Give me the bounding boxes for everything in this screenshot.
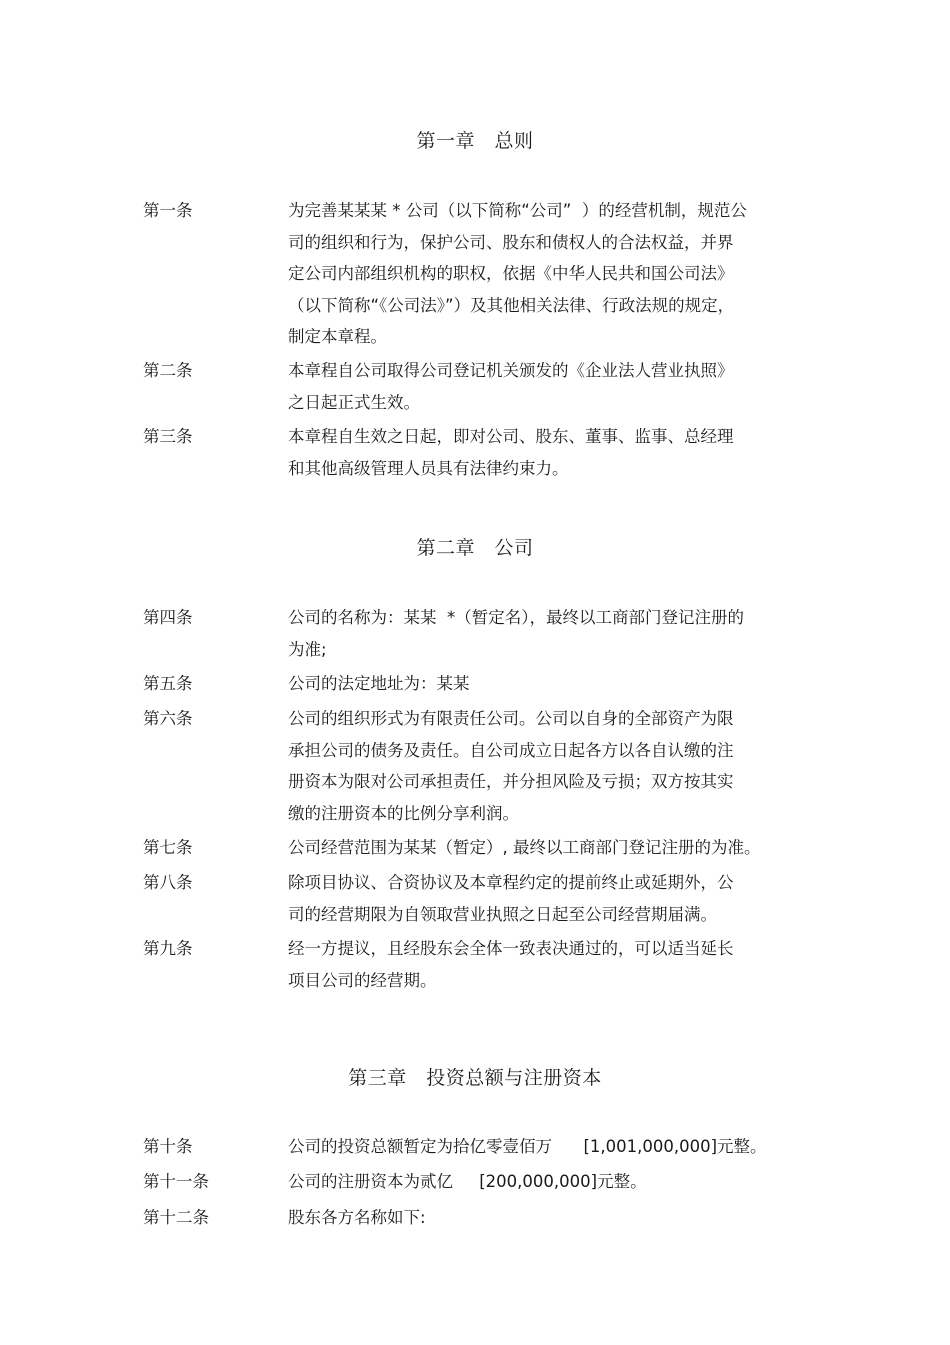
article-number: 第八条 bbox=[143, 873, 193, 892]
article-text bbox=[288, 1166, 808, 1198]
chapter-title-1: 第一章 总则 bbox=[416, 130, 534, 152]
article-line: 和其他高级管理人员具有法律约束力。 bbox=[288, 458, 569, 478]
article-line: 册资本为限对公司承担责任，并分担风险及亏损；双方按其实 bbox=[288, 772, 734, 791]
article-line: 司的组织和行为，保护公司、股东和债权人的合法权益，并界 bbox=[288, 232, 734, 252]
article-line: 制定本章程。 bbox=[288, 327, 387, 346]
article-number: 第十一条 bbox=[143, 1172, 209, 1191]
article-text bbox=[288, 668, 808, 700]
article-text bbox=[288, 703, 808, 829]
article-number: 第一条 bbox=[143, 201, 193, 220]
article-text bbox=[288, 1131, 808, 1163]
article-number: 第十条 bbox=[143, 1137, 193, 1156]
article-text bbox=[288, 1202, 808, 1234]
article-number: 第九条 bbox=[143, 939, 193, 958]
article-line: 公司的注册资本为贰亿 [200,000,000]元整。 bbox=[288, 1172, 647, 1191]
article-line: 公司的组织形式为有限责任公司。公司以自身的全部资产为限 bbox=[288, 709, 734, 728]
article-text bbox=[288, 602, 808, 665]
article-line: 定公司内部组织机构的职权，依据《中华人民共和国公司法》 bbox=[288, 264, 734, 283]
article-line: 本章程自公司取得公司登记机关颁发的《企业法人营业执照》 bbox=[288, 361, 734, 380]
article-line: 公司的投资总额暂定为拾亿零壹佰万 [1,001,000,000]元整。 bbox=[288, 1137, 767, 1156]
article-number: 第七条 bbox=[143, 838, 193, 857]
article-text bbox=[288, 421, 808, 484]
article-line: 项目公司的经营期。 bbox=[288, 970, 437, 990]
article-line: 司的经营期限为自领取营业执照之日起至公司经营期届满。 bbox=[288, 904, 717, 924]
article-text bbox=[288, 933, 808, 996]
article-number: 第十二条 bbox=[143, 1208, 209, 1227]
article-line: 公司的法定地址为：某某 bbox=[288, 674, 470, 693]
article-line: 为完善某某某 * 公司（以下简称“公司” ）的经营机制，规范公 bbox=[288, 201, 747, 220]
article-number: 第二条 bbox=[143, 361, 193, 380]
chapter-title-2: 第二章 公司 bbox=[416, 537, 534, 559]
article-text bbox=[288, 355, 808, 418]
article-line: 股东各方名称如下: bbox=[288, 1208, 426, 1227]
article-text bbox=[288, 867, 808, 930]
article-text bbox=[288, 832, 808, 864]
article-line: （以下简称“《公司法》”）及其他相关法律、行政法规的规定， bbox=[288, 295, 735, 315]
article-line: 缴的注册资本的比例分享利润。 bbox=[288, 803, 519, 823]
chapter-title-3: 第三章 投资总额与注册资本 bbox=[348, 1067, 602, 1089]
article-number: 第四条 bbox=[143, 608, 193, 627]
article-line: 之日起正式生效。 bbox=[288, 392, 420, 412]
article-line: 公司经营范围为某某（暂定）, 最终以工商部门登记注册的为准。 bbox=[288, 838, 761, 857]
article-line: 为准; bbox=[288, 639, 327, 659]
article-number: 第五条 bbox=[143, 674, 193, 693]
article-number: 第六条 bbox=[143, 709, 193, 728]
article-line: 承担公司的债务及责任。自公司成立日起各方以各自认缴的注 bbox=[288, 740, 734, 760]
article-line: 本章程自生效之日起，即对公司、股东、董事、监事、总经理 bbox=[288, 427, 734, 446]
article-line: 公司的名称为：某某 *（暂定名），最终以工商部门登记注册的 bbox=[288, 608, 744, 627]
article-number: 第三条 bbox=[143, 427, 193, 446]
article-text bbox=[288, 195, 808, 353]
article-line: 除项目协议、合资协议及本章程约定的提前终止或延期外，公 bbox=[288, 873, 734, 892]
article-line: 经一方提议，且经股东会全体一致表决通过的，可以适当延长 bbox=[288, 939, 734, 958]
